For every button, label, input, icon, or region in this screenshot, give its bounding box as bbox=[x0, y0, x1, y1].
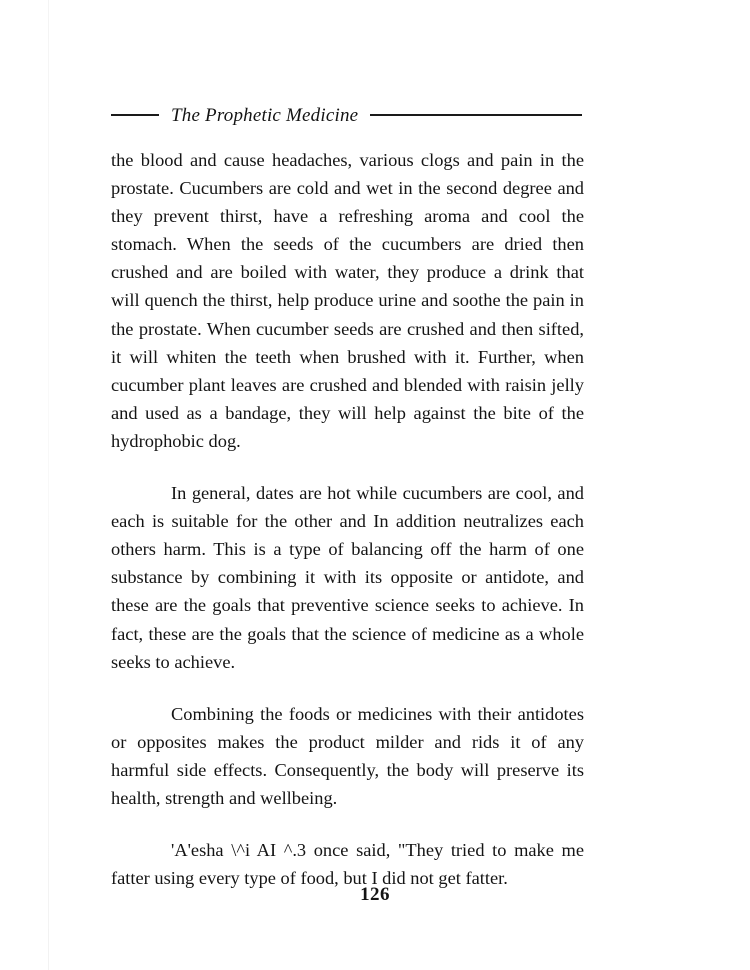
page-number: 126 bbox=[360, 884, 390, 905]
paragraph-aesha: 'A'esha \^i AI ^.3 once said, "They tried to make me fatter using every type of food, but I did not get fatter. bbox=[111, 840, 584, 889]
paragraph-cucumbers: the blood and cause headaches, various clogs and pain in the prostate. Cucumbers are cold and wet in the second degree and they prevent thirst, have a refreshing aroma and cool the stomach. When the seeds of the cucumbers are dried then crushed and are boiled with water, they produce a drink that will quench the thirst, help produce urine and soothe the pain in the prostate. When cucumber seeds are crushed and then sifted, it will whiten the teeth when brushed with it. Further, when cucumber plant leaves are crushed and blended with raisin jelly and used as a bandage, they will help against the bite of the hydrophobic dog. bbox=[111, 150, 584, 451]
paragraph-combining: Combining the foods or medicines with their antidotes or opposites makes the product milder and rids it of any harmful side effects. Consequently, the body will preserve its health, strength and wellbeing. bbox=[111, 703, 584, 808]
header-rule-right bbox=[370, 114, 582, 116]
paragraph-balancing: In general, dates are hot while cucumbers are cool, and each is suitable for the other and In addition neutralizes each others harm. This is a type of balancing off the harm of one substance by combining it with its opposite or antidote, and these are the goals that preventive science seeks to achieve. In fact, these are the goals that the science of medicine as a whole seeks to achieve. bbox=[111, 483, 584, 672]
header-rule-left bbox=[111, 114, 159, 116]
scan-edge bbox=[48, 0, 49, 970]
body-text bbox=[111, 146, 584, 892]
header-title: The Prophetic Medicine bbox=[171, 104, 359, 126]
running-header bbox=[111, 100, 582, 130]
